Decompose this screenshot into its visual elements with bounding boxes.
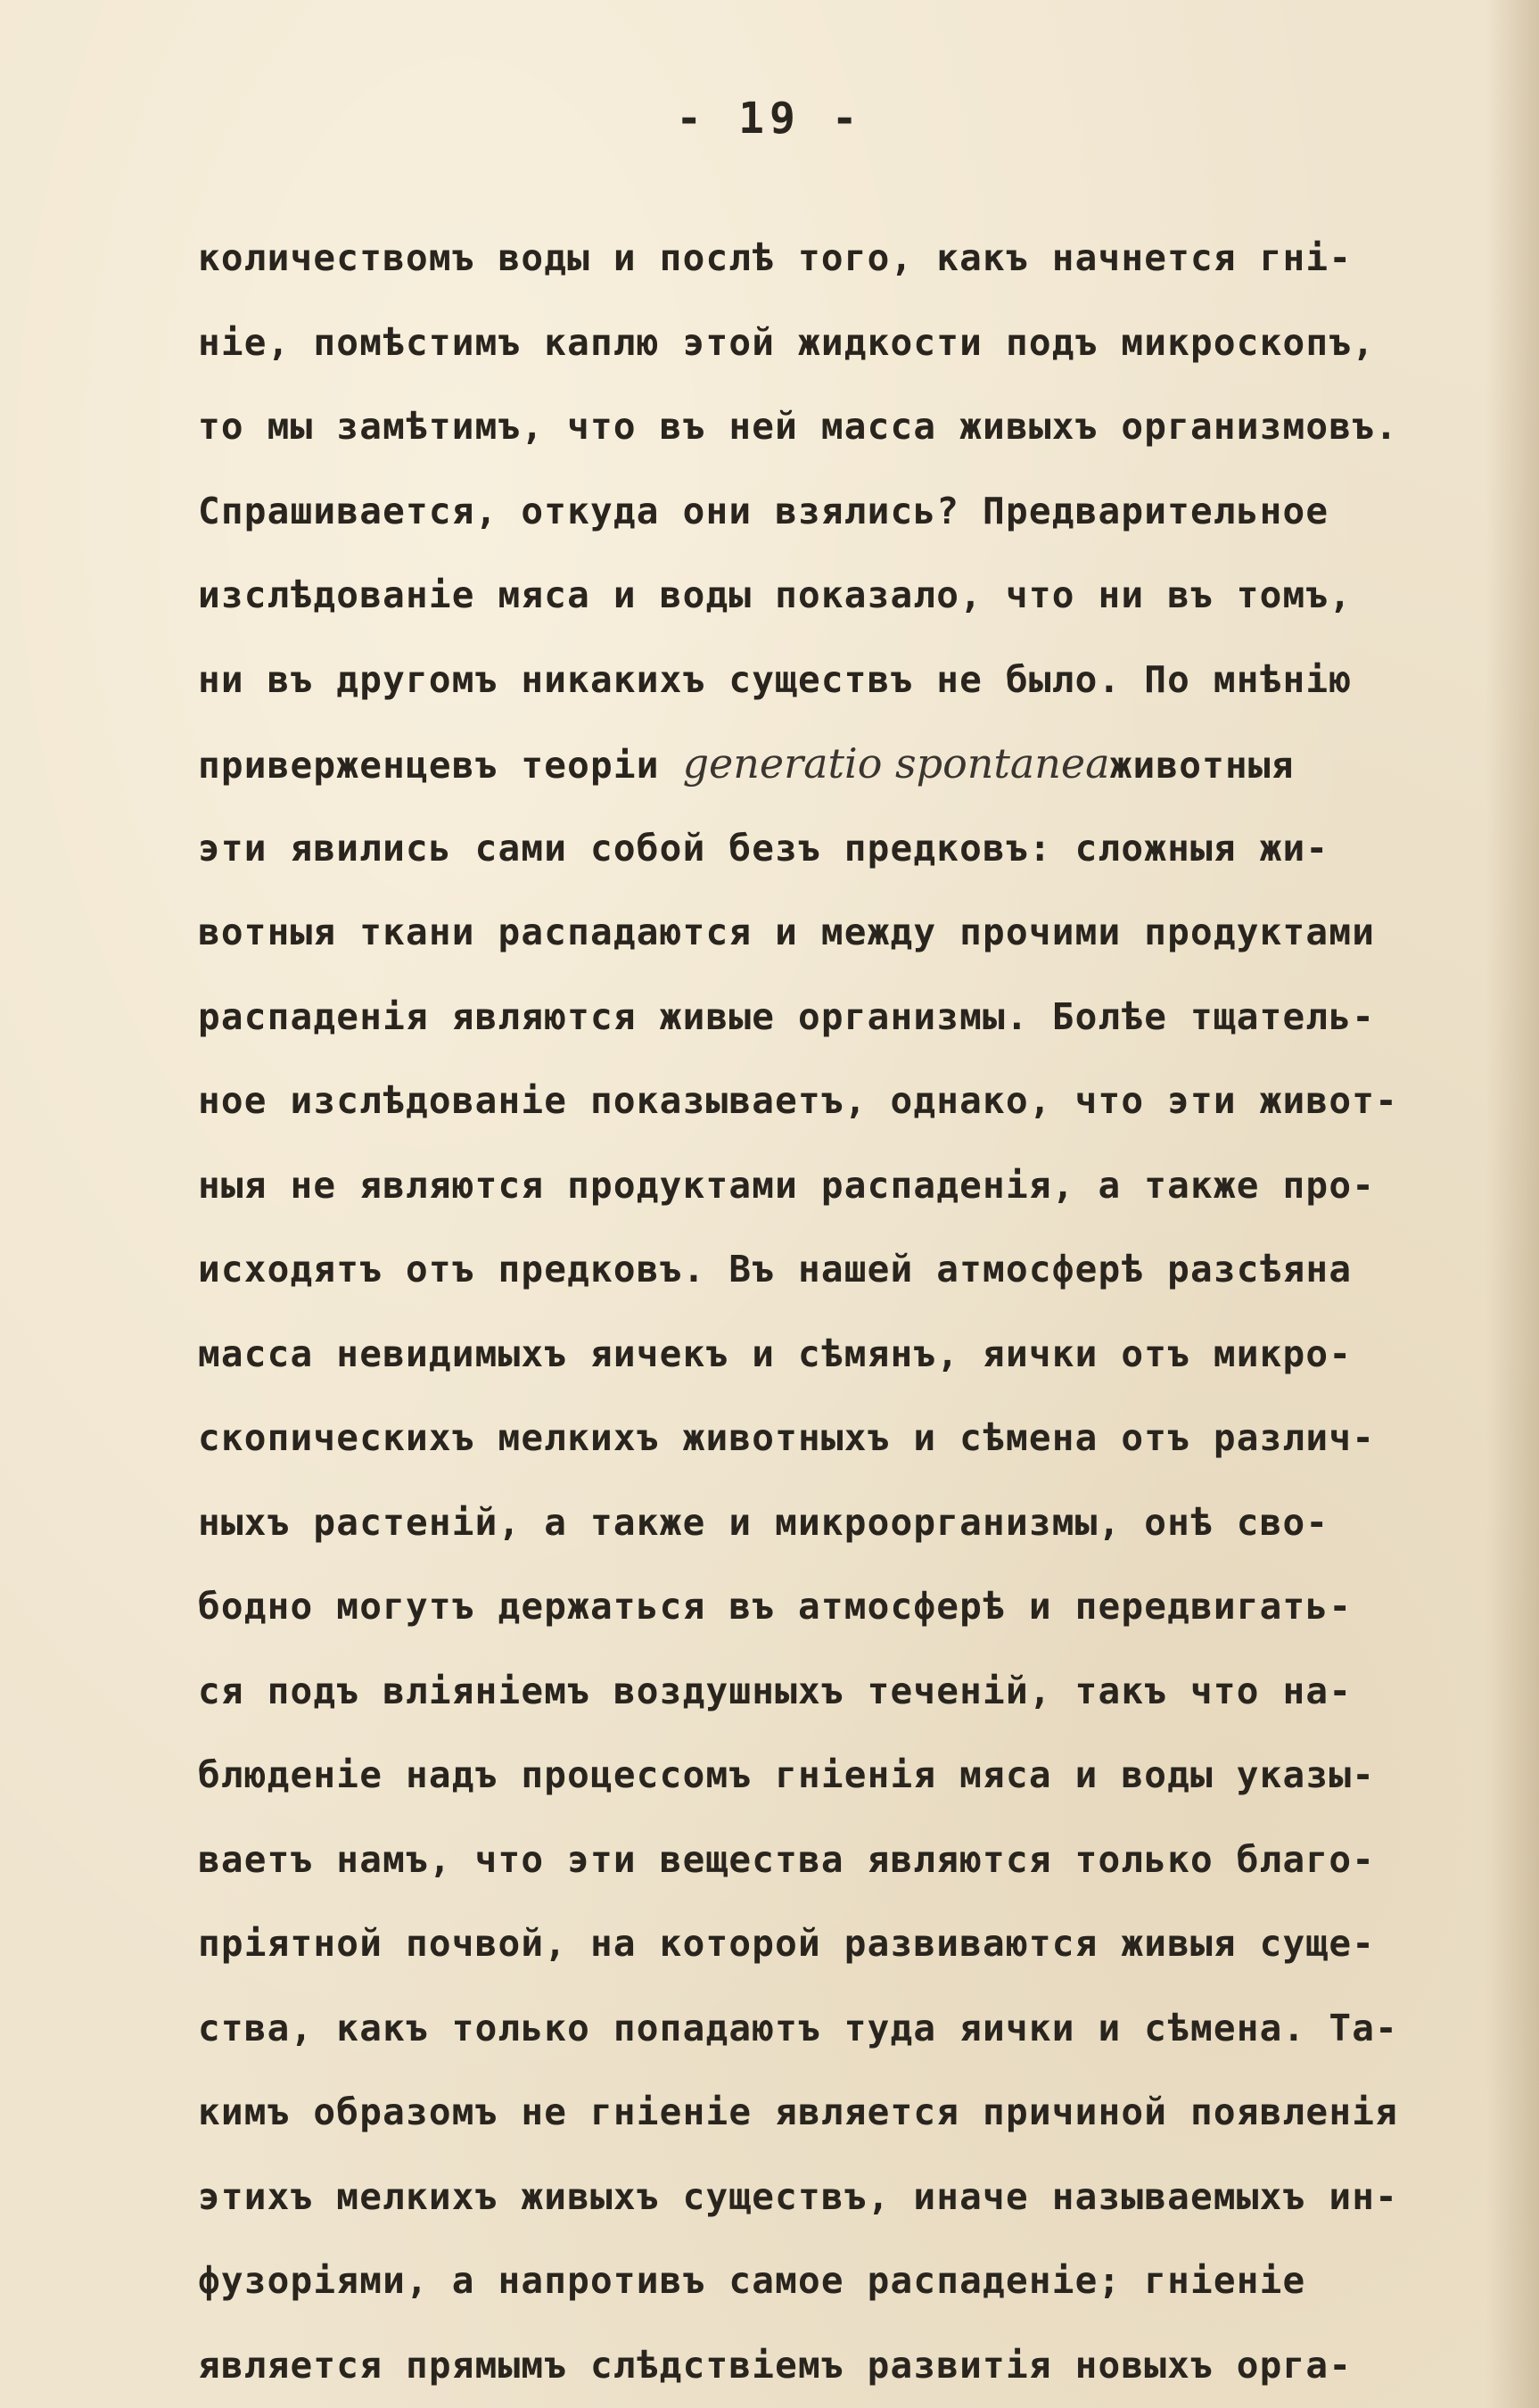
text-line-13: исходятъ отъ предковъ. Въ нашей атмосферѣ разсѣяна [198,1248,1353,1291]
text-line-2: ніе, помѣстимъ каплю этой жидкости подъ микроскопъ, [198,320,1376,364]
text-line-6: ни въ другомъ никакихъ существъ не было. По мнѣнію [198,657,1353,701]
text-line-7-before: приверженцевъ теоріи [198,744,683,787]
text-line-11: ное изслѣдованіе показываетъ, однако, что эти живот- [198,1079,1398,1122]
page-number: - 19 - [676,94,863,144]
text-line-17: бодно могутъ держаться въ атмосферѣ и передвигать- [198,1585,1353,1628]
text-line-23: кимъ образомъ не гніеніе является причиной появленія [198,2091,1398,2133]
text-line-12: ныя не являются продуктами распаденія, а также про- [198,1163,1376,1207]
text-line-7-after: животныя [1109,744,1295,787]
text-line-7 [198,722,1482,806]
text-line-15: скопическихъ мелкихъ животныхъ и сѣмена отъ различ- [198,1416,1376,1459]
text-line-19: блюденіе надъ процессомъ гніенія мяса и воды указы- [198,1753,1376,1796]
text-line-1: количествомъ воды и послѣ того, какъ начнется гні- [198,236,1353,279]
text-line-9: вотныя ткани распадаются и между прочими продуктами [198,911,1376,953]
text-line-18: ся подъ вліяніемъ воздушныхъ теченій, такъ что на- [198,1669,1353,1712]
text-line-16: ныхъ растеній, а также и микроорганизмы, онѣ сво- [198,1500,1329,1544]
text-line-22: ства, какъ только попадаютъ туда яички и сѣмена. Та- [198,2006,1398,2049]
handwritten-latin-term: generatio spontanea [682,739,1110,788]
text-line-5: изслѣдованіе мяса и воды показало, что ни въ томъ, [198,573,1353,616]
text-line-3: то мы замѣтимъ, что въ ней масса живыхъ организмовъ. [198,405,1398,448]
text-line-24: этихъ мелкихъ живыхъ существъ, иначе называемыхъ ин- [198,2174,1398,2218]
page-edge-shadow [1486,0,1539,2408]
text-line-4: Спрашивается, откуда они взялись? Предварительное [198,489,1329,532]
text-line-20: ваетъ намъ, что эти вещества являются только благо- [198,1837,1376,1881]
body-text [198,216,1482,2407]
text-line-14: масса невидимыхъ яичекъ и сѣмянъ, яички отъ микро- [198,1332,1353,1375]
text-line-10: распаденія являются живые организмы. Болѣе тщатель- [198,994,1376,1038]
text-line-25: фузоріями, а напротивъ самое распаденіе; гніеніе [198,2259,1306,2302]
text-line-21: пріятной почвой, на которой развиваются живыя суще- [198,1922,1376,1965]
text-line-26: является прямымъ слѣдствіемъ развитія новыхъ орга- [198,2343,1353,2387]
text-line-8: эти явились сами собой безъ предковъ: сложныя жи- [198,826,1329,870]
